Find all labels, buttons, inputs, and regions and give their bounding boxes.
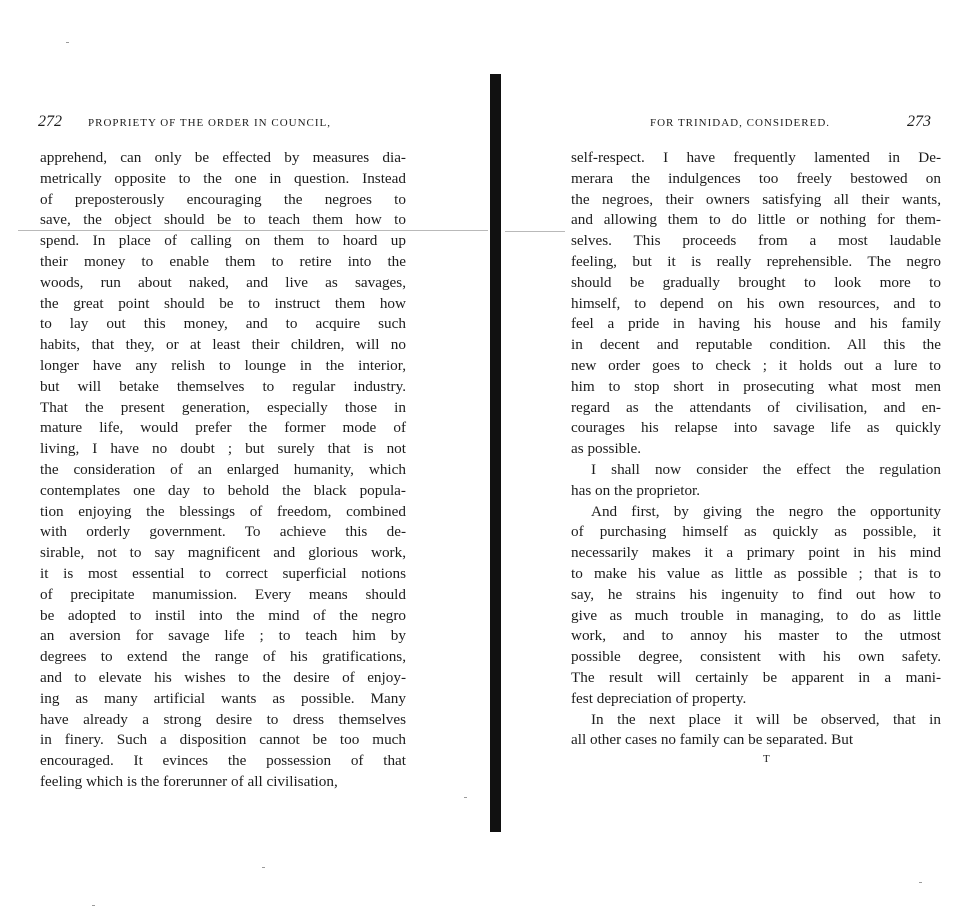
text-line: and to elevate his wishes to the desire of enjoy- [40,668,406,686]
scan-speck [92,905,95,906]
text-line: courages his relapse into savage life as quickly [571,419,941,437]
text-line: their money to enable them to retire into the [40,252,406,270]
text-line: I shall now consider the effect the regulation [591,460,941,478]
text-line: should be gradually brought to look more to [571,273,941,291]
text-line: and allowing them to do little or nothing for them- [571,211,941,229]
text-line: an aversion for savage life ; to teach him by [40,627,406,645]
text-line: new order goes to check ; it holds out a lure to [571,356,941,374]
text-line: metrically opposite to the one in question. Instead [40,169,406,187]
text-line: to lay out this money, and to acquire such [40,315,406,333]
text-line: the consideration of an enlarged humanity, which [40,460,406,478]
text-line: as possible. [571,440,642,458]
right-running-head: FOR TRINIDAD, CONSIDERED. [650,117,831,129]
right-body-text [571,148,941,751]
text-line: self-respect. I have frequently lamented in De- [571,149,941,166]
text-line: living, I have no doubt ; but surely that is not [40,440,406,458]
text-line: spend. In place of calling on them to hoard up [40,232,406,250]
text-line: merara the indulgences too freely bestowed on [571,169,941,187]
text-line: of precipitate manumission. Every means should [40,585,406,603]
text-line: selves. This proceeds from a most laudable [571,232,941,250]
scan-speck [66,42,69,43]
text-line: contemplates one day to behold the black popula- [40,481,406,499]
text-line: mature life, would prefer the former mode of [40,419,406,437]
text-line: encouraged. It evinces the possession of that [40,752,406,770]
text-line: with orderly government. To achieve this de- [40,523,406,541]
text-line: has on the proprietor. [571,481,701,499]
text-line: in finery. Such a disposition cannot be too much [40,731,406,749]
scan-artifact-line [18,230,488,231]
text-line: regard as the attendants of civilisation, and en- [571,398,941,416]
text-line: the negroes, their owners satisfying all their wants, [571,190,941,208]
text-line: fest depreciation of property. [571,689,747,707]
text-line: him to stop short in prosecuting what most men [571,377,941,395]
text-line: longer have any relish to lounge in the interior, [40,356,406,374]
text-line: degrees to extend the range of his gratifications, [40,648,406,666]
text-line: save, the object should be to teach them how to [40,211,406,229]
text-line: necessarily makes it a primary point in his mind [571,544,941,562]
scan-speck [464,797,467,798]
text-line: to make his value as little as possible ; that is to [571,564,941,582]
text-line: ing as many artificial wants as possible. Many [40,689,406,707]
text-line: be adopted to instil into the mind of the negro [40,606,406,624]
text-line: work, and to annoy his master to the utmost [571,627,941,645]
text-line: but will betake themselves to regular industry. [40,377,406,395]
text-line: himself, to depend on his own resources, and to [571,294,941,312]
text-line: And first, by giving the negro the opportunity [591,502,941,520]
signature-mark: T [763,753,770,765]
left-running-head: PROPRIETY OF THE ORDER IN COUNCIL, [88,117,332,129]
text-line: of purchasing himself as quickly as possible, it [571,523,941,541]
text-line: feeling, but it is really reprehensible. The negro [571,252,941,270]
text-line: tion enjoying the blessings of freedom, combined [40,502,406,520]
text-line: In the next place it will be observed, that in [591,710,941,728]
text-line: feeling which is the forerunner of all civilisation, [40,772,338,790]
text-line: habits, that they, or at least their children, will no [40,336,406,354]
text-line: sirable, not to say magnificent and glorious work, [40,544,406,562]
text-line: say, he strains his ingenuity to find out how to [571,585,941,603]
left-page-number: 272 [38,113,62,130]
text-line: in decent and reputable condition. All this the [571,336,941,354]
scan-speck [262,867,265,868]
left-page [0,0,480,923]
text-line: have already a strong desire to dress themselves [40,710,406,728]
text-line: The result will certainly be apparent in a mani- [571,668,941,686]
text-line: all other cases no family can be separated. But [571,731,854,749]
text-line: give as much trouble in managing, to do as little [571,606,941,624]
text-line: woods, run about naked, and live as savages, [40,273,406,291]
left-body-text [40,148,406,793]
text-line: of preposterously encouraging the negroes to [40,190,406,208]
right-page [500,0,980,923]
text-line: That the present generation, especially those in [40,398,406,416]
text-line: the great point should be to instruct them how [40,294,406,312]
right-page-number: 273 [907,113,931,130]
text-line: possible degree, consistent with his own safety. [571,648,941,666]
text-line: it is most essential to correct superficial notions [40,564,406,582]
text-line: feel a pride in having his house and his family [571,315,941,333]
text-line: apprehend, can only be effected by measures dia- [40,149,406,166]
